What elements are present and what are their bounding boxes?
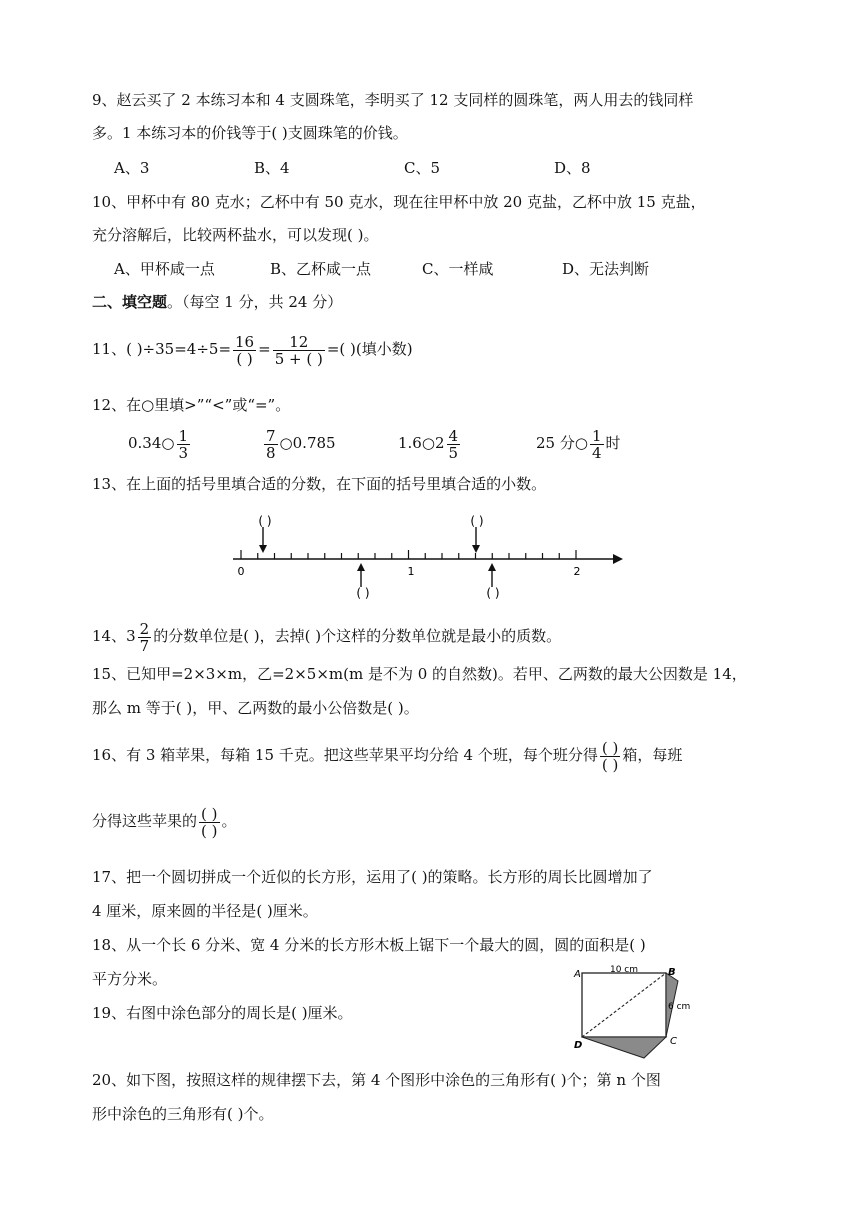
q15-line2: 那么 m 等于( )，甲、乙两数的最小公倍数是( )。	[92, 699, 419, 717]
q12-i1-frac	[177, 428, 191, 461]
q14-num: 2	[139, 619, 150, 638]
q11-eq: =	[258, 340, 271, 358]
top-arrow-2-head	[472, 545, 480, 553]
shaded-triangle-bottom	[582, 1037, 666, 1058]
q10-line2: 充分溶解后，比较两杯盐水，可以发现( )。	[92, 226, 379, 244]
q12-i2-num: 7	[266, 426, 276, 445]
q12-i4-frac	[590, 428, 604, 461]
q12-i2-frac	[264, 428, 278, 461]
top-arrow-1-head	[259, 545, 267, 553]
q15-line1: 15、已知甲=2×3×m，乙=2×5×m(m 是不为 0 的自然数)。若甲、乙两数的最大公因数是 14，	[92, 665, 747, 683]
diagonal-line	[582, 973, 666, 1037]
q9-option-a: A、3	[114, 159, 150, 177]
q12-item-3	[398, 425, 462, 461]
point-c: C	[670, 1036, 677, 1047]
q16-unit1: 箱，每班	[622, 746, 683, 764]
q16-blank-frac-1	[600, 740, 620, 773]
number-line-figure	[225, 505, 625, 605]
q12-item-4	[536, 425, 621, 461]
q16-end2: 。	[221, 812, 237, 830]
q18-line1: 18、从一个长 6 分米、宽 4 分米的长方形木板上锯下一个最大的圆，圆的面积是( )	[92, 936, 646, 954]
q10-option-d: D、无法判断	[562, 260, 650, 278]
q12-i4-num: 1	[591, 426, 602, 445]
point-a: A	[574, 969, 581, 980]
label-two: 2	[573, 565, 581, 578]
q9-line1: 9、赵云买了 2 本练习本和 4 支圆珠笔，李明买了 12 支同样的圆珠笔，两人用去的钱同样	[92, 91, 694, 109]
q14-den: 7	[139, 636, 150, 655]
bottom-paren-2: ( )	[486, 586, 500, 600]
q12-i2-post: ○0.785	[279, 434, 336, 452]
q14-pre: 14、3	[92, 627, 136, 645]
number-line-arrowhead	[613, 554, 623, 564]
bottom-arrow-1-head	[357, 563, 365, 571]
bottom-paren-1: ( )	[356, 586, 370, 600]
q12-i4-den: 4	[591, 443, 602, 462]
q19-text: 19、右图中涂色部分的周长是( )厘米。	[92, 1004, 353, 1022]
q17-line2: 4 厘米，原来圆的半径是( )厘米。	[92, 902, 318, 920]
q12-i3-den: 5	[448, 443, 459, 462]
q11-f2-den: 5 + ( )	[274, 349, 323, 368]
section-heading	[92, 291, 342, 313]
q12-i1-num: 1	[178, 426, 189, 445]
q20-line1: 20、如下图，按照这样的规律摆下去，第 4 个图形中涂色的三角形有( )个；第 n 个图	[92, 1071, 661, 1089]
q12-i1-pre: 0.34○	[128, 434, 175, 452]
rectangle-figure	[566, 962, 706, 1062]
q11-fraction-1	[233, 334, 256, 367]
q9-line2: 多。1 本练习本的价钱等于( )支圆珠笔的价钱。	[92, 124, 408, 142]
q14-frac	[138, 621, 152, 654]
point-d: D	[574, 1040, 583, 1051]
q16-text2: 分得这些苹果的	[92, 812, 198, 830]
q16-text1: 16、有 3 箱苹果，每箱 15 千克。把这些苹果平均分给 4 个班，每个班分得	[92, 746, 598, 764]
q12-i3-pre: 1.6○2	[398, 434, 445, 452]
q16-f2-den: ( )	[201, 821, 218, 840]
label-one: 1	[407, 565, 415, 578]
q9-option-b: B、4	[254, 159, 290, 177]
q12-i3-num: 4	[448, 426, 459, 445]
q17-line1: 17、把一个圆切拼成一个近似的长方形，运用了( )的策略。长方形的周长比圆增加了	[92, 868, 653, 886]
q12-title: 12、在○里填>”“<”或“=”。	[92, 396, 291, 414]
q16-line1	[92, 736, 682, 774]
q16-blank-frac-2	[199, 806, 219, 839]
top-paren-2: ( )	[470, 514, 484, 528]
q12-i4-pre: 25 分○	[536, 434, 588, 452]
top-length-label: 10 cm	[609, 965, 639, 975]
q12-i4-post: 时	[605, 434, 621, 452]
q10-option-b: B、乙杯咸一点	[270, 260, 372, 278]
q16-f1-num: ( )	[601, 738, 619, 757]
q12-i3-frac	[447, 428, 461, 461]
q16-f1-den: ( )	[601, 755, 619, 774]
q14-post: 的分数单位是( )，去掉( )个这样的分数单位就是最小的质数。	[153, 627, 562, 645]
q12-item-2	[262, 425, 336, 461]
q9-option-c: C、5	[404, 159, 441, 177]
section-title: 二、填空题	[92, 293, 168, 311]
section-note: 。（每空 1 分，共 24 分）	[167, 293, 343, 311]
q10-line1: 10、甲杯中有 80 克水；乙杯中有 50 克水，现在往甲杯中放 20 克盐，乙杯中放 15 克盐，	[92, 193, 706, 211]
q20-line2: 形中涂色的三角形有( )个。	[92, 1105, 274, 1123]
q10-option-c: C、一样咸	[422, 260, 494, 278]
q13-text: 13、在上面的括号里填合适的分数，在下面的括号里填合适的小数。	[92, 475, 547, 493]
q12-i1-den: 3	[178, 443, 189, 462]
top-paren-1: ( )	[258, 514, 272, 528]
q16-line2	[92, 802, 237, 840]
q12-item-1	[128, 425, 192, 461]
q18-line2: 平方分米。	[92, 970, 168, 988]
q11-f1-den: ( )	[236, 349, 253, 368]
q11-start: 11、( )÷35=4÷5=	[92, 340, 232, 358]
q10-option-a: A、甲杯咸一点	[114, 260, 215, 278]
q12-i2-den: 8	[266, 443, 276, 462]
q14-line	[92, 617, 561, 655]
side-length-label: 6 cm	[668, 1002, 691, 1012]
q11-f2-num: 12	[273, 334, 325, 351]
q11-end: =( )(填小数)	[326, 340, 413, 358]
q9-option-d: D、8	[554, 159, 591, 177]
number-line-ticks	[241, 550, 576, 559]
q11-f1-num: 16	[235, 332, 255, 351]
q11-fraction-2	[273, 334, 325, 367]
q11-line	[92, 330, 413, 368]
label-zero: 0	[237, 565, 245, 578]
q16-f2-num: ( )	[201, 804, 218, 823]
bottom-arrow-2-head	[488, 563, 496, 571]
point-b: B	[668, 967, 676, 978]
